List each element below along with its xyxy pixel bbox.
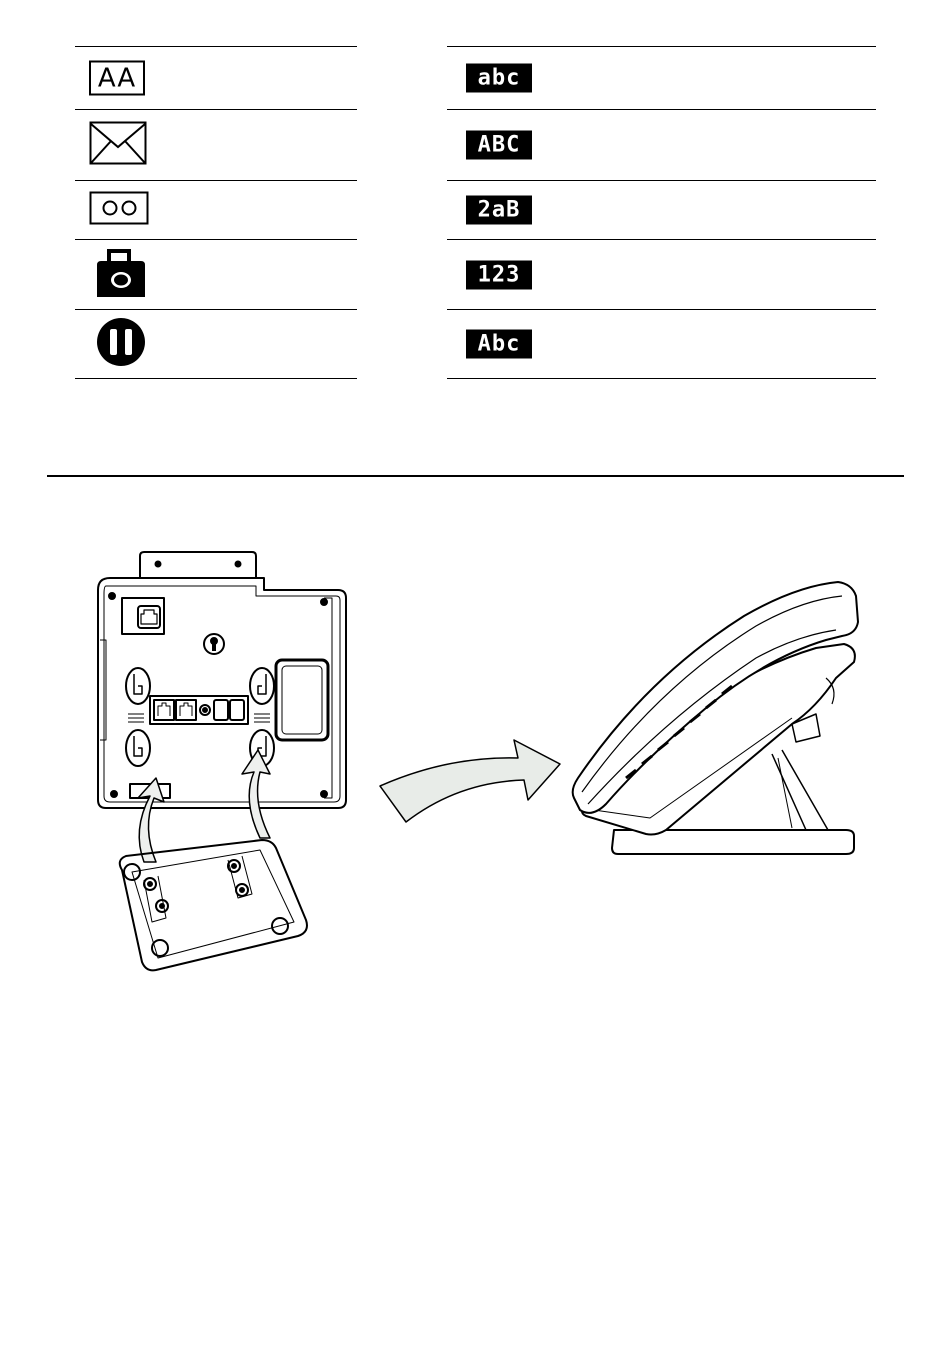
table-row [75, 180, 357, 239]
answering-machine-icon [89, 191, 149, 229]
pause-icon [96, 317, 146, 371]
rotate-arrow [378, 738, 564, 828]
input-mode-badge: 2aB [466, 196, 532, 225]
table-row [447, 309, 876, 379]
table-row [75, 239, 357, 309]
table-row [75, 109, 357, 180]
table-row [447, 239, 876, 309]
phone-side-illustration [566, 578, 862, 860]
input-mode-badge: ABC [466, 131, 532, 160]
phone-handset-icon [95, 247, 147, 303]
input-mode-badge: 123 [466, 260, 532, 289]
letters-icon: AA [89, 61, 145, 96]
phone-back-illustration [92, 550, 362, 984]
table-row [447, 109, 876, 180]
table-row [75, 309, 357, 379]
table-row [75, 46, 357, 109]
input-mode-badge: Abc [466, 330, 532, 359]
table-row [447, 46, 876, 109]
table-row [447, 180, 876, 239]
input-mode-table [447, 46, 876, 379]
section-divider [47, 475, 904, 477]
icon-table-left [75, 46, 357, 379]
input-mode-badge: abc [466, 64, 532, 93]
envelope-icon [89, 121, 147, 169]
